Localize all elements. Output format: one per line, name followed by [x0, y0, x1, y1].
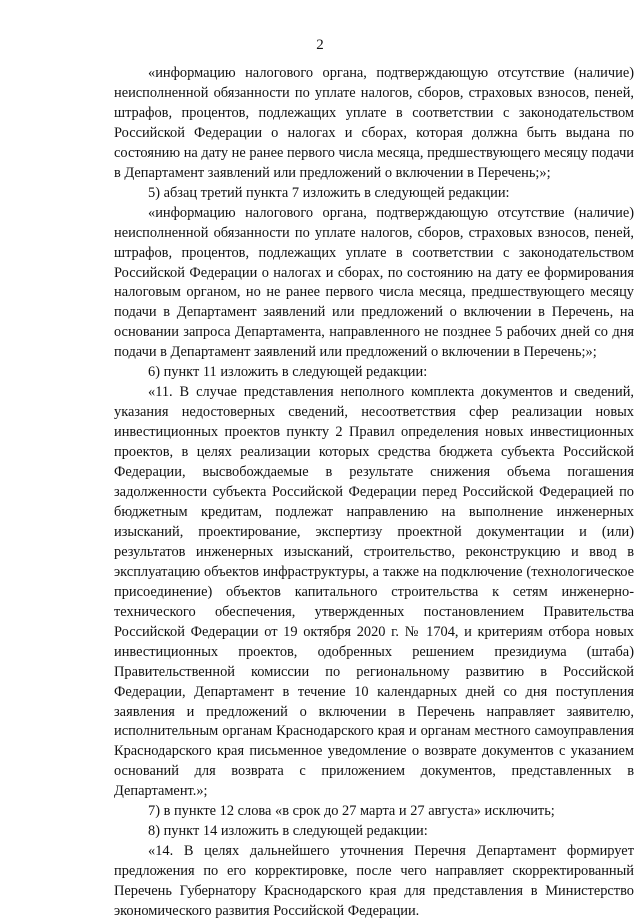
page-number: 2 [316, 37, 324, 53]
paragraph-item-8: 8) пункт 14 изложить в следующей редакции: [148, 823, 428, 840]
paragraph-item-7: 7) в пункте 12 слова «в срок до 27 марта и 27 августа» исключить; [148, 803, 555, 820]
document-body [114, 64, 634, 922]
paragraph-item-5: 5) абзац третий пункта 7 изложить в следующей редакции: [148, 184, 510, 201]
paragraph-clause-11: «11. В случае представления неполного комплекта документов и сведений, указания недостоверных сведений, несоответствия сфер реализации новых инвестиционных проектов пункту 2 Правил определения новых инвестиционных проектов, в целях реализации которых средства бюджета субъекта Российской Федерации, высвобождаемые в результате снижения объема погашения задолженности субъекта Российской Федерации перед Российской Федерацией по бюджетным кредитам, подлежат направлению на выполнение инженерных изысканий, проектирование, экспертизу проектной документации и (или) результатов инженерных изысканий, строительство, реконструкцию и ввод в эксплуатацию объектов инфраструктуры, а также на подключение (технологическое присоединение) объектов капитального строительства к сетям инженерно-технического обеспечения, утвержденных постановлением Правительства Российской Федерации от 19 октября 2020 г. № 1704, и критериям отбора новых инвестиционных проектов, одобренных решением президиума (штаба) Правительственной комиссии по региональному развитию в Российской Федерации, Департамент в течение 10 календарных дней со дня поступления заявления и предложений о включении в Перечень направляет заявителю, исполнительным органам Краснодарского края и органам местного самоуправления Краснодарского края письменное уведомление о возврате документов с указанием оснований для возврата с приложением документов, представленных в Департамент.»; [114, 384, 634, 800]
paragraph-tax-info-new-wording: «информацию налогового органа, подтверждающую отсутствие (наличие) неисполненной обязанности по уплате налогов, сборов, страховых взносов, пеней, штрафов, процентов, подлежащих уплате в соответствии с законодательством Российской Федерации о налогах и сборах, по состоянию на дату ее формирования налоговым органом, но не ранее первого числа месяца, предшествующего месяцу подачи в Департамент заявлений или предложений о включении в Перечень, на основании запроса Департамента, направленного не позднее 5 рабочих дней со дня подачи в Департамент заявлений или предложений о включении в Перечень;»; [114, 204, 634, 361]
paragraph-item-6: 6) пункт 11 изложить в следующей редакции: [148, 364, 428, 381]
paragraph-clause-14: «14. В целях дальнейшего уточнения Перечня Департамент формирует предложения по его корректировке, после чего направляет скорректированный Перечень Губернатору Краснодарского края для представления в Министерство экономического развития Российской Федерации. [114, 843, 634, 920]
paragraph-tax-info-quote: «информацию налогового органа, подтверждающую отсутствие (наличие) неисполненной обязанности по уплате налогов, сборов, страховых взносов, пеней, штрафов, процентов, подлежащих уплате в соответствии с законодательством Российской Федерации о налогах и сборах, которая должна быть выдана по состоянию на дату не ранее первого числа месяца, предшествующего месяцу подачи в Департамент заявлений или предложений о включении в Перечень;»; [114, 65, 635, 181]
